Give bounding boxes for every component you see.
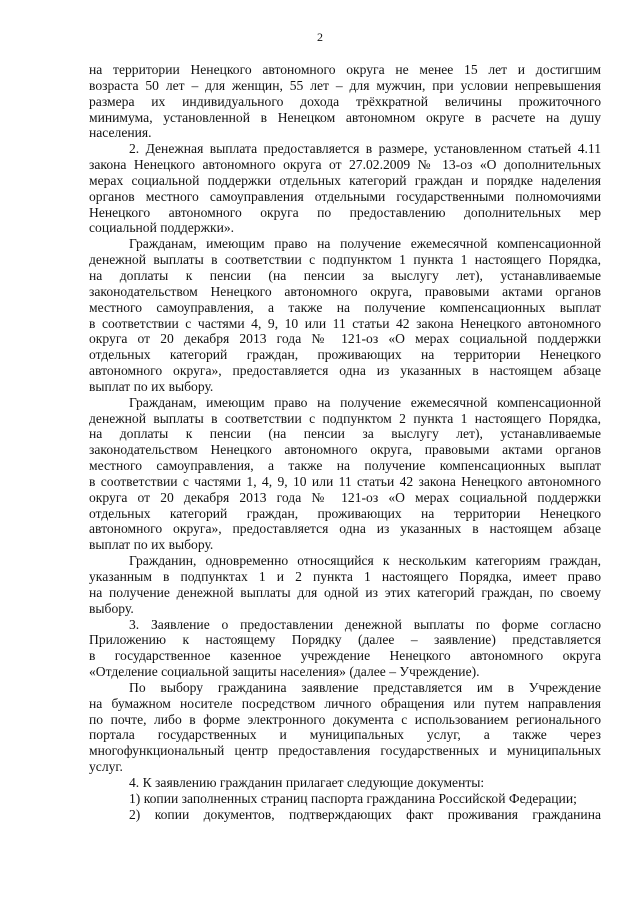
text-line: в государственное казенное учреждение Ненецкого автономного округа — [89, 648, 601, 664]
text-line: Гражданин, одновременно относящийся к нескольким категориям граждан, — [129, 553, 601, 569]
text-line: на доплаты к пенсии (на пенсии за выслугу лет), устанавливаемые — [89, 426, 601, 442]
text-line: услуг. — [89, 759, 123, 775]
text-line: Ненецкого автономного округа по предоставлению дополнительных мер — [89, 204, 601, 220]
paragraph-clause-3-submission — [89, 680, 601, 775]
text-line: Гражданам, имеющим право на получение ежемесячной компенсационной — [129, 236, 601, 252]
text-line: социальной поддержки». — [89, 220, 235, 236]
text-line: законодательством Ненецкого автономного округа, правовыми актами органов — [89, 283, 601, 299]
text-line: закона Ненецкого автономного округа от 27.02.2009 № 13-оз «О дополнительных — [89, 157, 601, 173]
paragraph-clause-4 — [89, 775, 601, 791]
paragraph-clause-4-item-1 — [89, 791, 601, 807]
text-line: Гражданам, имеющим право на получение ежемесячной компенсационной — [129, 394, 601, 410]
paragraph-continuation — [89, 62, 601, 141]
text-line: размера их индивидуального дохода трёхкратной величины прожиточного — [89, 93, 601, 109]
paragraph-clause-2 — [89, 141, 601, 236]
text-line: округа от 20 декабря 2013 года № 121-оз «О мерах социальной поддержки — [89, 489, 601, 505]
text-line: Приложению к настоящему Порядку (далее – заявление) представляется — [89, 632, 601, 648]
text-line: 2. Денежная выплата предоставляется в размере, установленном статьей 4.11 — [129, 141, 601, 157]
text-line: населения. — [89, 125, 152, 141]
text-line: минимума, установленной в Ненецком автономном округе в расчете на душу — [89, 109, 601, 125]
text-line: местного самоуправления, а также на получение компенсационных выплат — [89, 458, 601, 474]
text-line: 2) копии документов, подтверждающих факт проживания гражданина — [129, 806, 601, 822]
text-line: мерах социальной поддержки отдельных категорий граждан и порядке наделения — [89, 172, 601, 188]
text-line: органов местного самоуправления отдельными государственными полномочиями — [89, 188, 601, 204]
text-line: на получение денежной выплаты для одной из этих категорий граждан, по своему — [89, 584, 601, 600]
text-line: указанным в подпунктах 1 и 2 пункта 1 настоящего Порядка, имеет право — [89, 569, 601, 584]
text-line: по почте, либо в форме электронного документа с использованием регионального — [89, 711, 601, 727]
text-line: на территории Ненецкого автономного округа не менее 15 лет и достигшим — [89, 62, 601, 77]
paragraph-clause-3 — [89, 617, 601, 680]
text-line: в соответствии с частями 1, 4, 9, 10 или 11 статьи 42 закона Ненецкого автономного — [89, 473, 601, 489]
text-line: 3. Заявление о предоставлении денежной выплаты по форме согласно — [129, 616, 601, 632]
paragraph-multiple-categories — [89, 553, 601, 616]
paragraph-clause-2-subpoint-1 — [89, 236, 601, 394]
paragraph-clause-4-item-2 — [89, 807, 601, 823]
document-body — [89, 62, 601, 823]
text-line: выплат по их выбору. — [89, 537, 214, 553]
page-number: 2 — [317, 30, 323, 44]
text-line: возраста 50 лет – для женщин, 55 лет – для мужчин, при условии непревышения — [89, 77, 601, 93]
text-line: в соответствии с частями 4, 9, 10 или 11 статьи 42 закона Ненецкого автономного — [89, 315, 601, 331]
text-line: многофункциональный центр предоставления государственных и муниципальных — [89, 743, 601, 759]
text-line: автономного округа», предоставляется одна из указанных в настоящем абзаце — [89, 363, 601, 379]
text-line: на доплаты к пенсии (на пенсии за выслугу лет), устанавливаемые — [89, 267, 601, 283]
text-line: выплат по их выбору. — [89, 378, 214, 394]
text-line: денежной выплаты в соответствии с подпунктом 2 пункта 1 настоящего Порядка, — [89, 410, 601, 426]
text-line: выбору. — [89, 600, 134, 616]
text-line: местного самоуправления, а также на получение компенсационных выплат — [89, 299, 601, 315]
paragraph-clause-2-subpoint-2 — [89, 395, 601, 553]
text-line: отдельных категорий граждан, проживающих на территории Ненецкого — [89, 505, 601, 521]
text-line: 1) копии заполненных страниц паспорта гражданина Российской Федерации; — [129, 790, 577, 806]
text-line: отдельных категорий граждан, проживающих на территории Ненецкого — [89, 347, 601, 363]
text-line: на бумажном носителе посредством личного обращения или путем направления — [89, 695, 601, 711]
text-line: округа от 20 декабря 2013 года № 121-оз «О мерах социальной поддержки — [89, 331, 601, 347]
text-line: 4. К заявлению гражданин прилагает следующие документы: — [129, 774, 485, 790]
text-line: По выбору гражданина заявление представляется им в Учреждение — [129, 679, 601, 695]
text-line: автономного округа», предоставляется одна из указанных в настоящем абзаце — [89, 521, 601, 537]
text-line: законодательством Ненецкого автономного округа, правовыми актами органов — [89, 442, 601, 458]
text-line: денежной выплаты в соответствии с подпунктом 1 пункта 1 настоящего Порядка, — [89, 252, 601, 268]
text-line: «Отделение социальной защиты населения» (далее – Учреждение). — [89, 664, 480, 680]
text-line: портала государственных и муниципальных услуг, а также через — [89, 727, 601, 743]
